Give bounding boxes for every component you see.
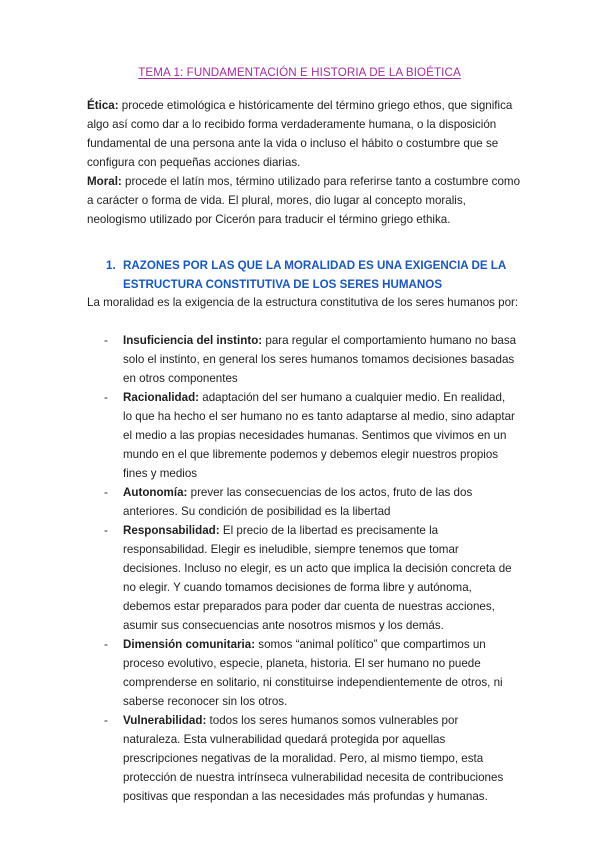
section-intro: La moralidad es la exigencia de la estructura constitutiva de los seres humanos por: bbox=[87, 296, 519, 309]
list-item-text: adaptación del ser humano a cualquier medio. En realidad, lo que ha hecho el ser humano no es tanto adaptarse al medio, sino adaptar el medio a las propias necesidades humanas. Sentimos que vivimos en un mundo en el que libremente podemos y debemos elegir nuestros propios fines y medios bbox=[123, 391, 515, 480]
list-item bbox=[87, 635, 517, 711]
list-item bbox=[87, 331, 517, 388]
list-item-text: para regular el comportamiento humano no basa solo el instinto, en general los seres humanos tomamos decisiones basadas en otros componentes bbox=[123, 334, 517, 385]
bullet-dash: - bbox=[104, 334, 108, 347]
list-item-term: Autonomía: bbox=[123, 486, 188, 499]
list-item-term: Vulnerabilidad: bbox=[123, 714, 207, 727]
document-title: TEMA 1: FUNDAMENTACIÓN E HISTORIA DE LA BIOÉTICA bbox=[138, 66, 461, 79]
list-item-text: prever las consecuencias de los actos, fruto de las dos anteriores. Su condición de posibilidad es la libertad bbox=[123, 486, 473, 518]
list-item-term: Dimensión comunitaria: bbox=[123, 638, 256, 651]
bullet-dash: - bbox=[104, 391, 108, 404]
bullet-dash: - bbox=[104, 524, 108, 537]
list-item bbox=[87, 388, 517, 483]
moral-definition bbox=[87, 172, 527, 229]
bullet-dash: - bbox=[104, 486, 108, 499]
bullet-dash: - bbox=[104, 638, 108, 651]
list-item-text: somos “animal político” que compartimos un proceso evolutivo, especie, planeta, historia. El ser humano no puede comprenderse en solitario, ni constituirse independientemente de otros, ni saberse reconocer sin los otros. bbox=[123, 638, 503, 708]
list-item bbox=[87, 521, 517, 635]
list-item-term: Insuficiencia del instinto: bbox=[123, 334, 263, 347]
list-item bbox=[87, 711, 517, 806]
moral-text: procede el latín mos, término utilizado para referirse tanto a costumbre como a carácter o forma de vida. El plural, mores, dio lugar al concepto moralis, neologismo utilizado por Cicerón para traducir el término griego ethika. bbox=[87, 175, 521, 226]
etica-text: procede etimológica e históricamente del término griego ethos, que significa algo así como dar a lo recibido forma verdaderamente humana, o la disposición fundamental de una persona ante la vida o incluso el hábito o costumbre que se configura con pequeñas acciones diarias. bbox=[87, 99, 513, 169]
list-item bbox=[87, 483, 517, 521]
etica-definition bbox=[87, 96, 527, 172]
moral-term: Moral: bbox=[87, 175, 122, 188]
list-item-term: Racionalidad: bbox=[123, 391, 200, 404]
section-number: 1. bbox=[106, 259, 116, 272]
etica-term: Ética: bbox=[87, 99, 119, 112]
list-item-text: todos los seres humanos somos vulnerables por naturaleza. Esta vulnerabilidad quedará protegida por aquellas prescripciones negativas de la moralidad. Pero, al mismo tiempo, esta protección de nuestra intrínseca vulnerabilidad necesita de contribuciones positivas que respondan a las necesidades más profundas y humanas. bbox=[123, 714, 504, 803]
section-heading-text: RAZONES POR LAS QUE LA MORALIDAD ES UNA EXIGENCIA DE LA ESTRUCTURA CONSTITUTIVA DE LOS SERES HUMANOS bbox=[123, 259, 506, 291]
list-item-term: Responsabilidad: bbox=[123, 524, 220, 537]
bullet-dash: - bbox=[104, 714, 108, 727]
reasons-list bbox=[87, 331, 517, 806]
section-heading bbox=[106, 256, 506, 294]
list-item-text: El precio de la libertad es precisamente la responsabilidad. Elegir es ineludible, siempre tenemos que tomar decisiones. Incluso no elegir, es un acto que implica la decisión concreta de no elegir. Y cuando tomamos decisiones de forma libre y autónoma, debemos estar preparados para poder dar cuenta de nuestras acciones, asumir sus consecuencias ante nosotros mismos y los demás. bbox=[123, 524, 512, 632]
